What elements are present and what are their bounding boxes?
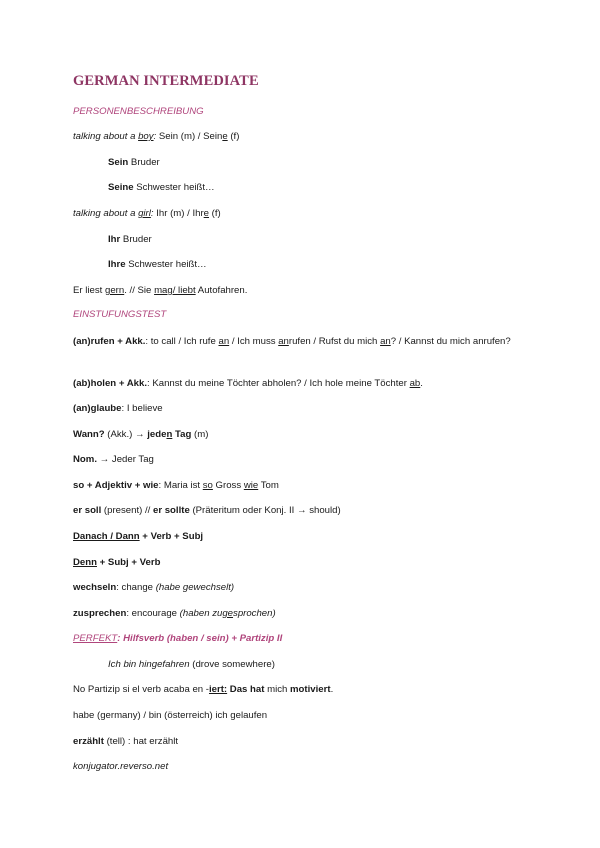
line-hingefahren — [108, 658, 275, 671]
example-seine-schwester — [108, 181, 215, 194]
text: wechseln — [73, 582, 117, 593]
text: so + Adjektiv + wie — [73, 480, 159, 491]
text: Nom. — [73, 454, 97, 465]
text: (present) // — [101, 505, 153, 516]
text: (an)rufen + Akk. — [73, 336, 146, 347]
text: hat — [250, 684, 265, 695]
line-anglaube — [73, 402, 163, 415]
text: Tag — [172, 429, 192, 440]
text: + Verb + Subj — [139, 531, 204, 542]
text: No Partizip si el verb acaba en - — [73, 684, 209, 695]
text: (drove somewhere) — [189, 659, 275, 670]
text: jede — [147, 429, 167, 440]
text: (f) — [227, 131, 240, 142]
section-heading-personenbeschreibung: PERSONENBESCHREIBUNG — [73, 106, 204, 117]
text: Er liest — [73, 285, 105, 296]
text: PERFEKT — [73, 633, 118, 644]
text: : — [150, 208, 154, 219]
text: + Subj + Verb — [96, 557, 161, 568]
text: boy — [138, 131, 154, 142]
line-nom — [73, 453, 154, 466]
text: iert: — [208, 684, 228, 695]
text: / Ich muss — [229, 336, 279, 347]
example-sein-bruder — [108, 156, 160, 169]
line-erzahlt — [73, 735, 178, 748]
text: (Präteritum oder Konj. II → should) — [189, 505, 341, 516]
text: mich — [264, 684, 291, 695]
document-title: GERMAN INTERMEDIATE — [73, 73, 259, 89]
line-abholen — [73, 377, 423, 390]
text: : encourage — [126, 608, 180, 619]
line-habe-bin: habe (germany) / bin (österreich) ich gelaufen — [73, 710, 268, 721]
line-wechseln — [73, 581, 234, 594]
text: . — [420, 378, 423, 389]
example-ihre-schwester — [108, 258, 207, 271]
text: (f) — [209, 208, 221, 219]
line-danach — [73, 530, 203, 543]
text: Autofahren. — [195, 285, 248, 296]
line-gern — [73, 284, 247, 297]
text: Danach / Dann — [73, 531, 140, 542]
text: → Jeder Tag — [96, 454, 154, 465]
text: motiviert — [290, 684, 331, 695]
text: n — [166, 429, 173, 440]
text: er soll — [73, 505, 102, 516]
text: e — [222, 131, 228, 142]
text: an — [218, 336, 230, 347]
text: ? / Kannst du mich anrufen? — [390, 336, 511, 347]
text: an — [380, 336, 391, 347]
text: (ab)holen + Akk. — [73, 378, 148, 389]
text: Schwester heißt… — [133, 182, 215, 193]
line-boy — [73, 130, 239, 143]
text: : — [153, 131, 157, 142]
text: Sein (m) / Sein — [156, 131, 223, 142]
text: gern — [105, 285, 125, 296]
text: ab — [409, 378, 421, 389]
line-konjugator — [73, 760, 168, 773]
text: (tell) : hat erzählt — [103, 736, 179, 747]
text: talking about a — [73, 208, 139, 219]
text: : Maria ist — [158, 480, 203, 491]
text: sprochen) — [233, 608, 276, 619]
section-heading-einstufungstest: EINSTUFUNGSTEST — [73, 309, 167, 320]
text: . — [330, 684, 334, 695]
text: (m) — [191, 429, 209, 440]
text: Sein — [108, 157, 129, 168]
text: mag/ liebt — [154, 285, 196, 296]
text: : change — [116, 582, 156, 593]
line-soll — [73, 504, 341, 517]
text: (haben zu — [179, 608, 223, 619]
text: er sollte — [152, 505, 190, 516]
text: Ihre — [108, 259, 126, 270]
line-anrufen — [73, 334, 513, 349]
line-perfekt — [73, 632, 282, 645]
line-girl — [73, 207, 221, 220]
text: : to call / Ich rufe — [145, 336, 219, 347]
text: wie — [243, 480, 259, 491]
line-denn — [73, 556, 160, 569]
text: so — [202, 480, 213, 491]
text: Denn — [73, 557, 97, 568]
line-partizip — [73, 683, 333, 696]
text: : Kannst du meine Töchter abholen? / Ich hole meine Töchter — [147, 378, 410, 389]
text: Bruder — [128, 157, 160, 168]
text: zusprechen — [73, 608, 127, 619]
text: e — [203, 208, 209, 219]
text: Ich bin hingefahren — [108, 659, 190, 670]
text: Gross — [212, 480, 244, 491]
text: : Hilfsverb (haben / sein) + Partizip II — [117, 633, 283, 644]
text: an — [278, 336, 289, 347]
text: Schwester heißt… — [125, 259, 207, 270]
line-wann — [73, 428, 208, 441]
text: ge — [222, 608, 234, 619]
example-ihr-bruder — [108, 233, 152, 246]
line-zusprechen — [73, 607, 276, 620]
text: talking about a — [73, 131, 139, 142]
konjugator-link: konjugator.reverso.net — [73, 761, 169, 772]
text: Bruder — [120, 234, 152, 245]
text: Wann? — [73, 429, 105, 440]
line-so-wie — [73, 479, 279, 492]
text: Seine — [108, 182, 134, 193]
text: Das — [227, 684, 251, 695]
text: rufen / Rufst du mich — [288, 336, 381, 347]
text: . // Sie — [124, 285, 155, 296]
text: Ihr (m) / Ihr — [153, 208, 204, 219]
text: girl — [138, 208, 151, 219]
text: (Akk.) → — [104, 429, 148, 440]
text: Tom — [258, 480, 279, 491]
text: Ihr — [108, 234, 121, 245]
text: : I believe — [121, 403, 163, 414]
text: (an)glaube — [73, 403, 122, 414]
text: erzählt — [73, 736, 104, 747]
text: (habe gewechselt) — [155, 582, 235, 593]
